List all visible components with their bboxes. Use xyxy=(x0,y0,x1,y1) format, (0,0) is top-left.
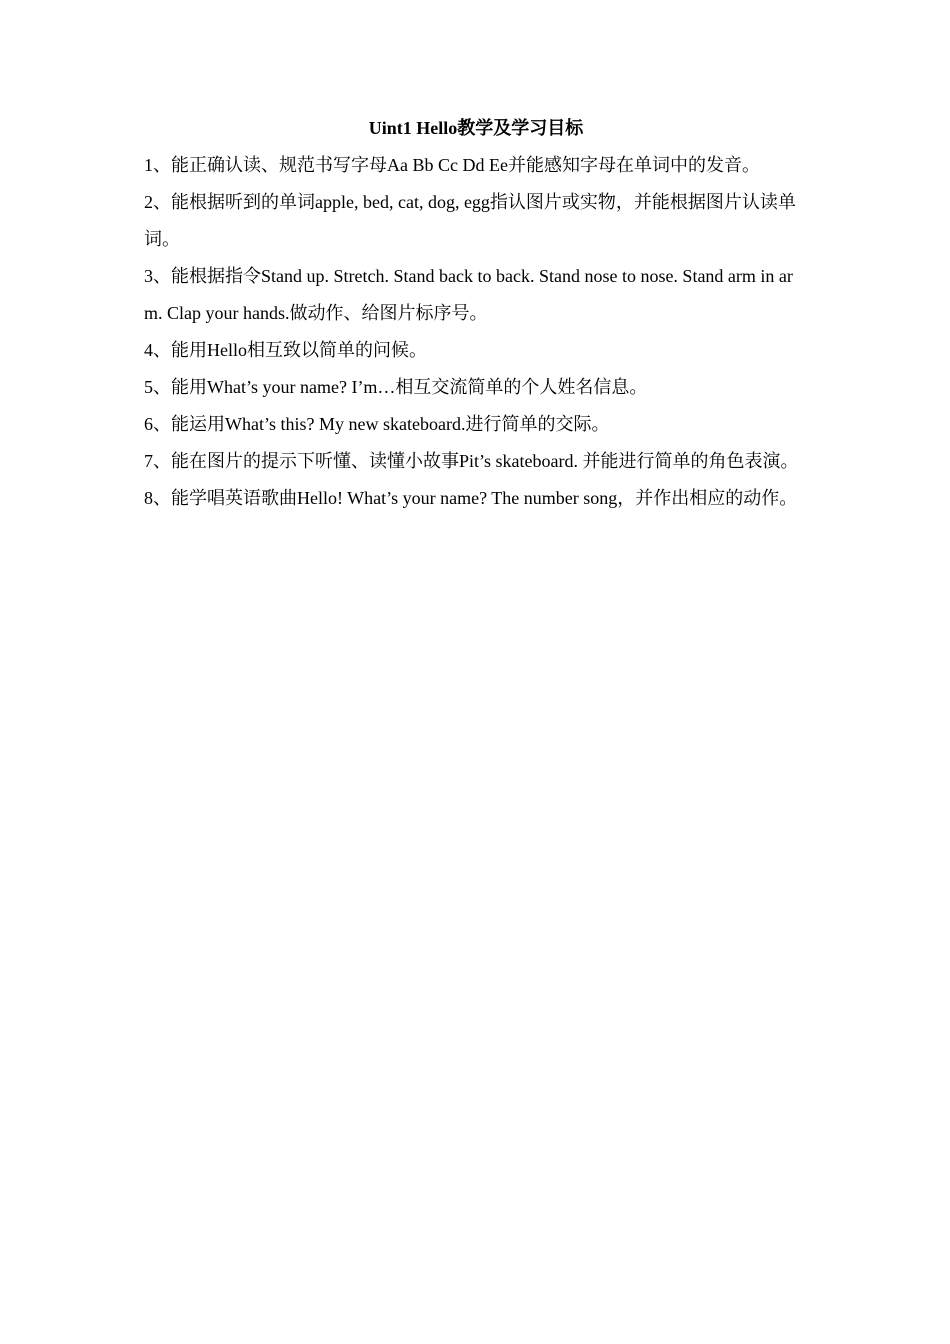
objective-item: 3、能根据指令Stand up. Stretch. Stand back to back. Stand nose to nose. Stand arm in arm. Clap your hands.做动作、给图片标序号。 xyxy=(144,266,793,323)
objective-item: 8、能学唱英语歌曲Hello! What’s your name? The number song，并作出相应的动作。 xyxy=(144,488,798,508)
objective-item: 4、能用Hello相互致以简单的问候。 xyxy=(144,340,427,360)
objectives-list xyxy=(144,147,808,517)
objective-item: 2、能根据听到的单词apple, bed, cat, dog, egg指认图片或实物，并能根据图片认读单词。 xyxy=(144,192,796,249)
objective-item: 5、能用What’s your name? I’m…相互交流简单的个人姓名信息。 xyxy=(144,377,648,397)
document-title: Uint1 Hello教学及学习目标 xyxy=(368,118,584,138)
objective-item: 7、能在图片的提示下听懂、读懂小故事Pit’s skateboard. 并能进行简单的角色表演。 xyxy=(144,451,799,471)
objective-item: 1、能正确认读、规范书写字母Aa Bb Cc Dd Ee并能感知字母在单词中的发音。 xyxy=(144,155,760,175)
objective-item: 6、能运用What’s this? My new skateboard.进行简单的交际。 xyxy=(144,414,610,434)
document-content xyxy=(144,110,808,517)
